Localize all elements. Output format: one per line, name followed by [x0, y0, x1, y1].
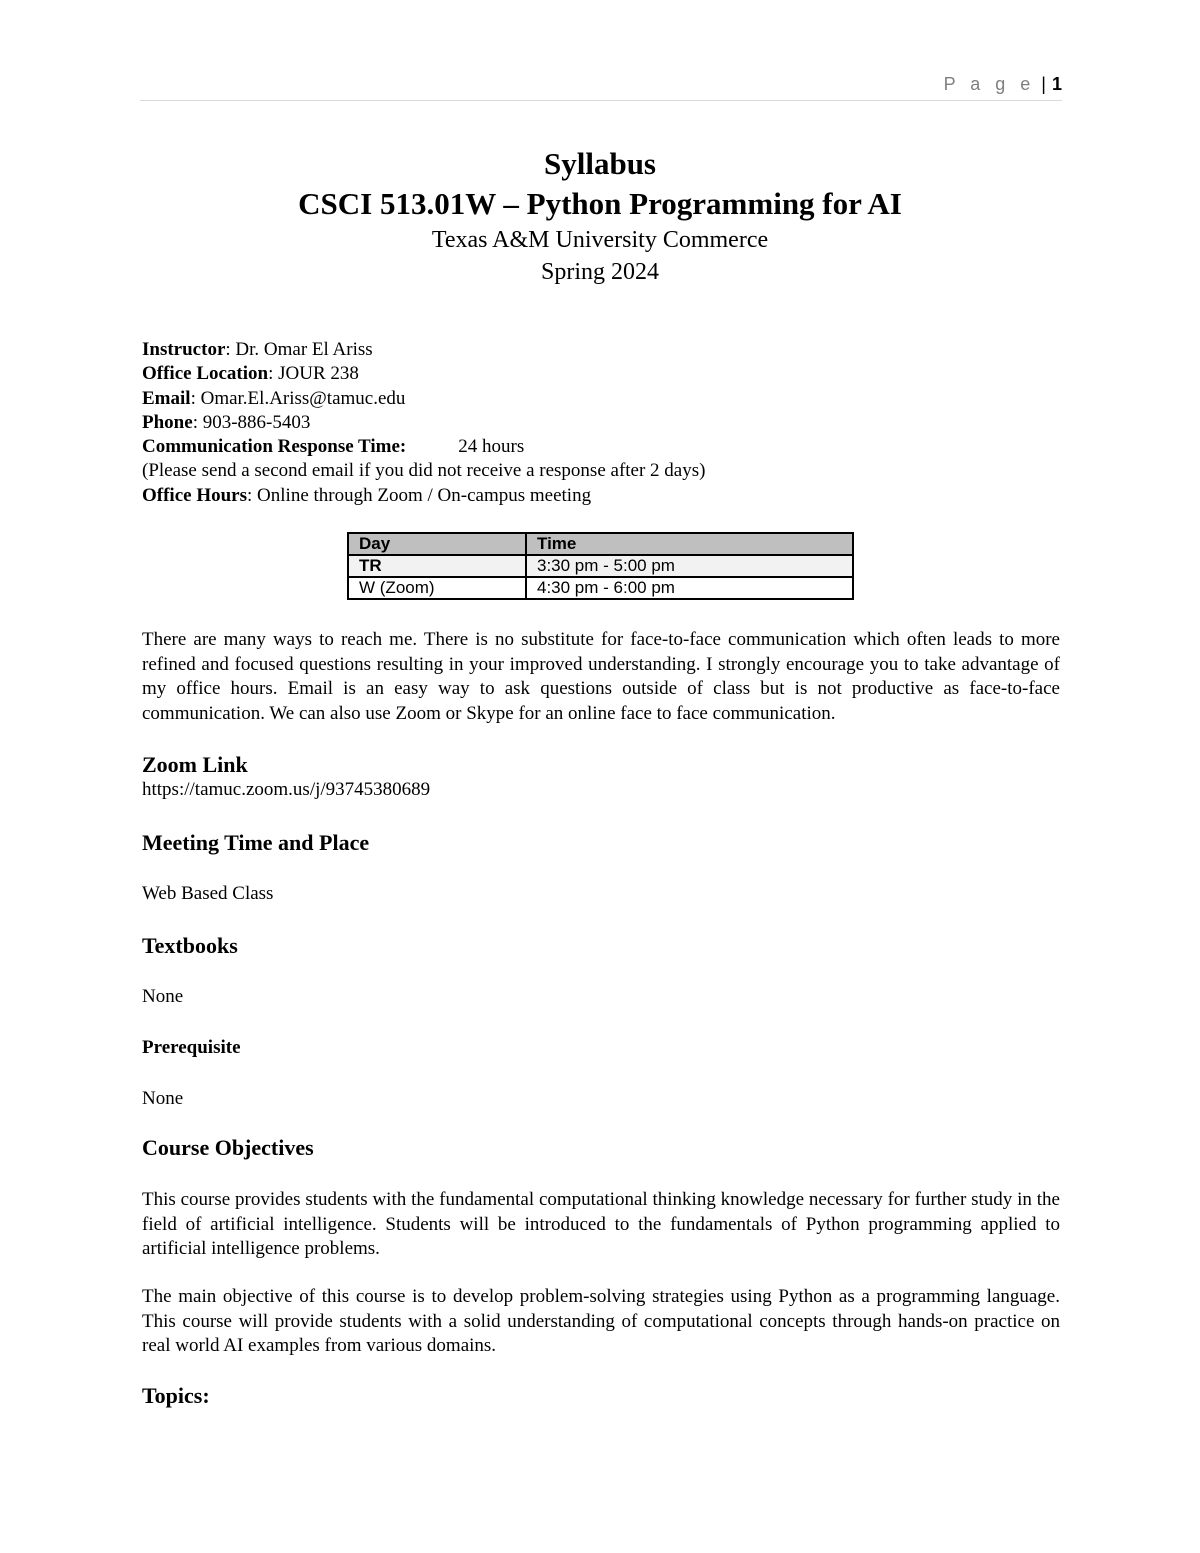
- meeting-value: Web Based Class: [142, 883, 274, 904]
- semester: Spring 2024: [540, 259, 659, 285]
- table-cell-day: W (Zoom): [348, 577, 526, 599]
- response-line: [142, 435, 705, 459]
- office-hours-value: : Online through Zoom / On-campus meeting: [247, 484, 592, 506]
- table-cell-time: 4:30 pm - 6:00 pm: [526, 577, 853, 599]
- office-value: : JOUR 238: [268, 363, 359, 385]
- prerequisite-heading: Prerequisite: [142, 1037, 241, 1058]
- email-label: Email: [142, 387, 191, 409]
- page-word: P a g e: [943, 74, 1036, 94]
- objectives-paragraph-2: The main objective of this course is to develop problem-solving strategies using Python as a programming language. This course will provide students with a solid understanding of computational concepts through hands-on practice on real world AI examples from various domains.: [142, 1286, 1060, 1356]
- email-value: : Omar.El.Ariss@tamuc.edu: [190, 387, 406, 409]
- office-line: [142, 362, 705, 386]
- response-note: (Please send a second email if you did not receive a response after 2 days): [142, 460, 706, 482]
- instructor-info: [142, 338, 705, 508]
- objectives-heading: Course Objectives: [142, 1135, 314, 1160]
- page-separator: |: [1041, 74, 1046, 94]
- office-hours-label: Office Hours: [142, 484, 248, 506]
- response-value: 24 hours: [458, 436, 525, 458]
- phone-line: [142, 411, 705, 435]
- table-cell-time: 3:30 pm - 5:00 pm: [526, 555, 853, 577]
- university-name: Texas A&M University Commerce: [431, 227, 769, 253]
- response-label: Communication Response Time:: [142, 436, 407, 458]
- instructor-label: Instructor: [142, 339, 226, 360]
- meeting-heading: Meeting Time and Place: [142, 830, 370, 855]
- document-title: Syllabus: [543, 146, 656, 181]
- objectives-paragraph-1: This course provides students with the fundamental computational thinking knowledge necessary for further study in the field of artificial intelligence. Students will be introduced to the fundamentals of Python programming applied to artificial intelligence problems.: [142, 1189, 1060, 1259]
- zoom-link[interactable]: https://tamuc.zoom.us/j/93745380689: [142, 779, 431, 800]
- table-row: [348, 577, 853, 599]
- title-block: [0, 144, 1200, 288]
- zoom-heading: Zoom Link: [142, 752, 248, 777]
- topics-heading: Topics:: [142, 1383, 210, 1408]
- table-cell-day: TR: [348, 555, 526, 577]
- table-header-day: Day: [348, 533, 526, 555]
- textbooks-heading: Textbooks: [142, 933, 238, 958]
- course-title: CSCI 513.01W – Python Programming for AI: [298, 186, 902, 221]
- email-line: [142, 387, 705, 411]
- table-row: [348, 555, 853, 577]
- office-label: Office Location: [142, 363, 269, 385]
- phone-value: : 903-886-5403: [192, 411, 311, 433]
- office-hours-line: [142, 484, 705, 508]
- page-number-value: 1: [1051, 74, 1062, 94]
- instructor-value: : Dr. Omar El Ariss: [225, 339, 373, 360]
- office-hours-table: [347, 532, 854, 600]
- table-header-time: Time: [526, 533, 853, 555]
- instructor-line: [142, 338, 705, 362]
- textbooks-value: None: [142, 986, 184, 1007]
- phone-label: Phone: [142, 411, 193, 433]
- contact-paragraph: There are many ways to reach me. There is no substitute for face-to-face communication which often leads to more refined and focused questions resulting in your improved understanding. I strongly encourage you to take advantage of my office hours. Email is an easy way to ask questions outside of class but is not productive as face-to-face communication. We can also use Zoom or Skype for an online face to face communication.: [142, 629, 1060, 724]
- page-number: [944, 74, 1062, 95]
- table-header-row: [348, 533, 853, 555]
- page-header: [140, 72, 1062, 101]
- prerequisite-value: None: [142, 1088, 184, 1109]
